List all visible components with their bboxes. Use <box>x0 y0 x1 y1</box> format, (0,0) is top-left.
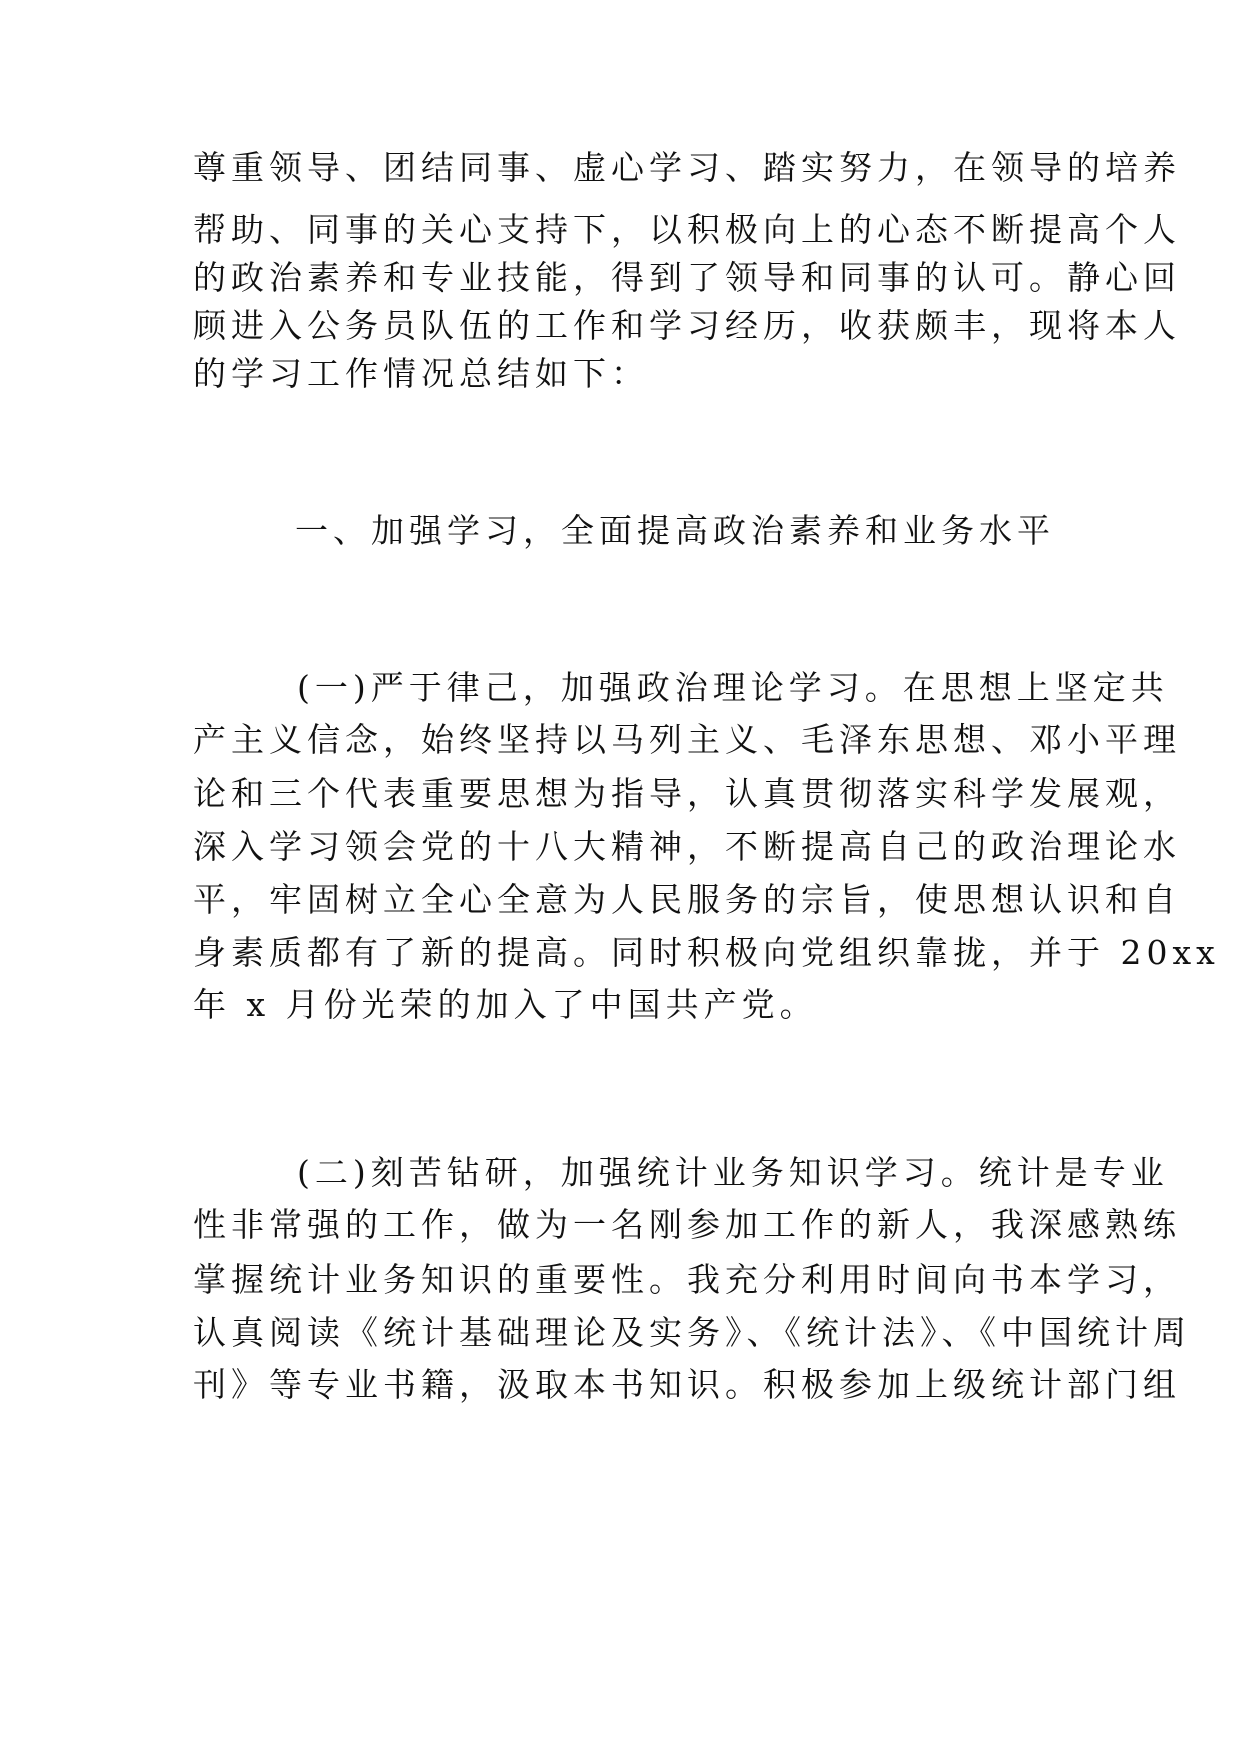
paragraph-line: 刊》等专业书籍，汲取本书知识。积极参加上级统计部门组 <box>193 1365 1181 1404</box>
paragraph-line: 尊重领导、团结同事、虚心学习、踏实努力，在领导的培养 <box>193 148 1181 187</box>
paragraph-line: 的政治素养和专业技能，得到了领导和同事的认可。静心回 <box>193 258 1181 297</box>
paragraph-line: (一)严于律己，加强政治理论学习。在思想上坚定共 <box>297 668 1169 707</box>
paragraph-line: 认真阅读《统计基础理论及实务》、《统计法》、《中国统计周 <box>193 1313 1191 1352</box>
paragraph-line: 的学习工作情况总结如下： <box>193 354 649 393</box>
paragraph-line: 论和三个代表重要思想为指导，认真贯彻落实科学发展观， <box>193 774 1181 813</box>
paragraph-line: 产主义信念，始终坚持以马列主义、毛泽东思想、邓小平理 <box>193 720 1181 759</box>
section-heading: 一、加强学习，全面提高政治素养和业务水平 <box>295 511 1055 550</box>
paragraph-line: 身素质都有了新的提高。同时积极向党组织靠拢，并于 20xx <box>193 933 1220 972</box>
paragraph-line: 深入学习领会党的十八大精神，不断提高自己的政治理论水 <box>193 827 1181 866</box>
paragraph-line: 顾进入公务员队伍的工作和学习经历，收获颇丰，现将本人 <box>193 306 1181 345</box>
paragraph-line: 性非常强的工作，做为一名刚参加工作的新人，我深感熟练 <box>193 1205 1181 1244</box>
paragraph-line: 掌握统计业务知识的重要性。我充分利用时间向书本学习， <box>193 1260 1181 1299</box>
paragraph-line: (二)刻苦钻研，加强统计业务知识学习。统计是专业 <box>297 1153 1169 1192</box>
paragraph-line: 平，牢固树立全心全意为人民服务的宗旨，使思想认识和自 <box>193 880 1181 919</box>
paragraph-line: 帮助、同事的关心支持下，以积极向上的心态不断提高个人 <box>193 210 1181 249</box>
paragraph-line: 年 x 月份光荣的加入了中国共产党。 <box>193 985 818 1024</box>
